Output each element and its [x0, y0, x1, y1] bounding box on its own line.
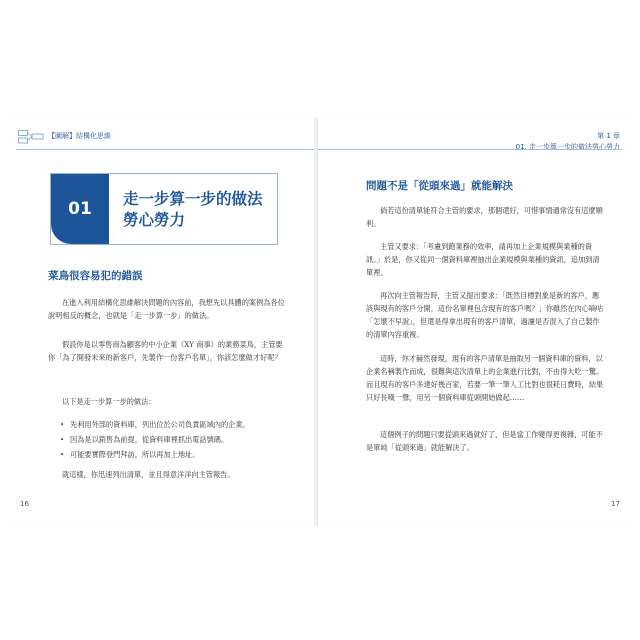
page-number: 17 — [611, 500, 620, 508]
paragraph: 再次向主管報告時，主管又提出要求：「既然目標對象是新的客戶，應該與現有的客戶分開，這份名單裡包含現有的客戶嗎？」你雖然在內心嘀咕「怎麼不早說」，但還是得拿出現有的客戶清單，過濾是否混入了自己製作的清單內容重複。 — [366, 291, 604, 339]
flowchart-icon — [18, 130, 44, 144]
bullet-list — [60, 417, 250, 462]
section-title-line1: 走一步算一步的做法 — [123, 189, 263, 208]
page-number: 16 — [20, 500, 29, 508]
section-title-line2: 勞心勞力 — [123, 210, 186, 229]
left-page — [8, 118, 314, 526]
list-item: • 可能要實際登門拜訪，所以再加上地址。 — [60, 447, 250, 462]
paragraph: 這時，你才赫然發現，現有的客戶清單是抽取另一個資料庫的資料，以企業名稱製作而成，很難與這次清單上的企業進行比對，不由得大吃一驚。而且現有的客戶多達好幾百家，若要一筆一筆人工比對也很耗日費時，結果只好長嘆一聲，用另一個資料庫從頭開始做起…… — [366, 354, 604, 402]
paragraph: 在進入利用結構化思維解決問題的內容前，我想先以具體的案例為各位說明相反的概念，也就是「走一步算一步」的做法。 — [48, 298, 285, 320]
subheading: 問題不是「從頭來過」就能解決 — [366, 180, 513, 192]
section-title-box — [50, 173, 278, 245]
header-rule — [318, 149, 622, 150]
paragraph: 這個例子的問題只要從頭來過就好了，但是當工作變得更複雜，可能不是單純「從頭來過」就能解決了。 — [366, 430, 603, 452]
paragraph: 倘若這份清單能符合主管的要求，那個還好，可惜事情通常沒有這麼順利。 — [366, 206, 603, 228]
paragraph: 就這樣，你迅速列出清單，並且得意洋洋向主管報告。 — [62, 470, 235, 479]
header-rule — [16, 149, 314, 150]
right-page — [318, 118, 632, 526]
list-item: • 先利用外部的資料庫，列出位於公司負責區域內的企業。 — [60, 417, 250, 432]
section-label: 01. 走一步算一步的做法勞心勞力 — [515, 143, 620, 151]
chapter-label: 第 1 章 — [597, 132, 620, 140]
paragraph: 假設你是以零售商為顧客的中小企業（XY 商事）的業務菜鳥，主管要你「為了開發未來的新客戶，先製作一份客戶名單」，你該怎麼做才好呢？ — [48, 340, 283, 362]
section-number: 01 — [51, 174, 109, 244]
list-item: • 因為是以銷售為前提，從資料庫裡抓出電話號碼。 — [60, 432, 250, 447]
paragraph: 主管又要求：「考慮到跑業務的效率，請再加上企業規模與業種的資訊。」於是，你又從同一個資料庫裡抽出企業規模與業種的資訊，追加到清單裡。 — [366, 242, 600, 277]
subheading: 菜鳥很容易犯的錯誤 — [48, 270, 143, 282]
section-title — [123, 188, 263, 230]
running-head: 【圖解】結構化思維 — [48, 132, 111, 140]
paragraph: 以下是走一步算一步的做法： — [62, 397, 156, 406]
